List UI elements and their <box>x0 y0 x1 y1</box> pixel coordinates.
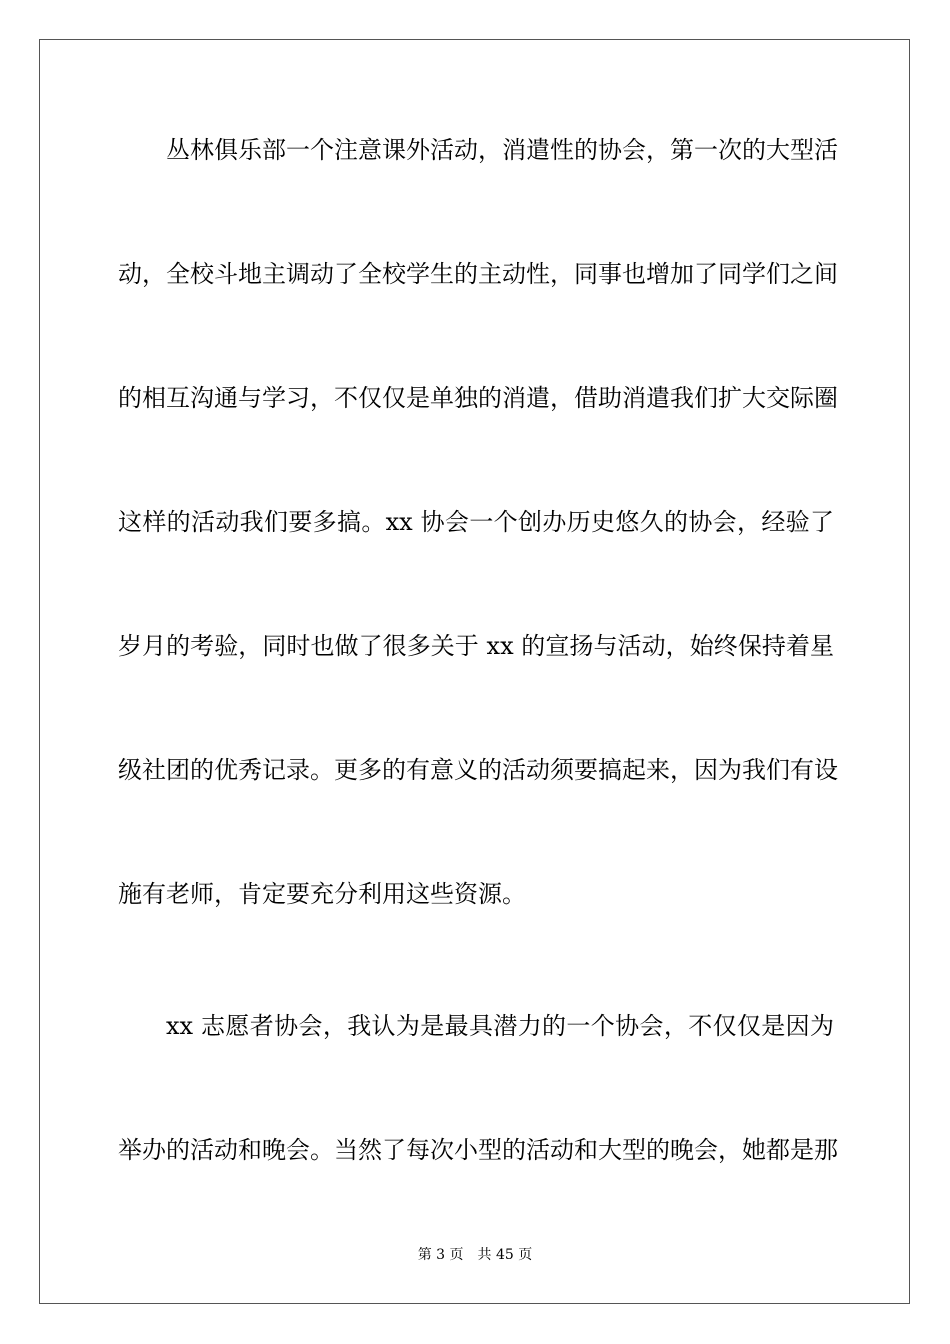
paragraph-1-line-2: 动，全校斗地主调动了全校学生的主动性，同事也增加了同学们之间 <box>118 260 838 288</box>
page-footer <box>0 1246 950 1264</box>
paragraph-1-line-5: 岁月的考验，同时也做了很多关于 xx 的宣扬与活动，始终保持着星 <box>118 632 834 660</box>
paragraph-2-line-2: 举办的活动和晚会。当然了每次小型的活动和大型的晚会，她都是那 <box>118 1136 838 1164</box>
paragraph-1-line-6: 级社团的优秀记录。更多的有意义的活动须要搞起来，因为我们有设 <box>118 756 838 784</box>
page-border <box>39 39 910 1304</box>
paragraph-1-line-3: 的相互沟通与学习，不仅仅是单独的消遣，借助消遣我们扩大交际圈 <box>118 384 838 412</box>
page-number: 第 3 页 <box>417 1247 464 1263</box>
paragraph-1-line-1: 丛林俱乐部一个注意课外活动，消遣性的协会，第一次的大型活 <box>166 136 838 164</box>
paragraph-2-line-1: xx 志愿者协会，我认为是最具潜力的一个协会，不仅仅是因为 <box>166 1012 834 1040</box>
paragraph-1-line-4: 这样的活动我们要多搞。xx 协会一个创办历史悠久的协会，经验了 <box>118 508 834 536</box>
paragraph-1-line-7: 施有老师，肯定要充分利用这些资源。 <box>118 880 526 908</box>
page-total: 共 45 页 <box>477 1247 533 1263</box>
